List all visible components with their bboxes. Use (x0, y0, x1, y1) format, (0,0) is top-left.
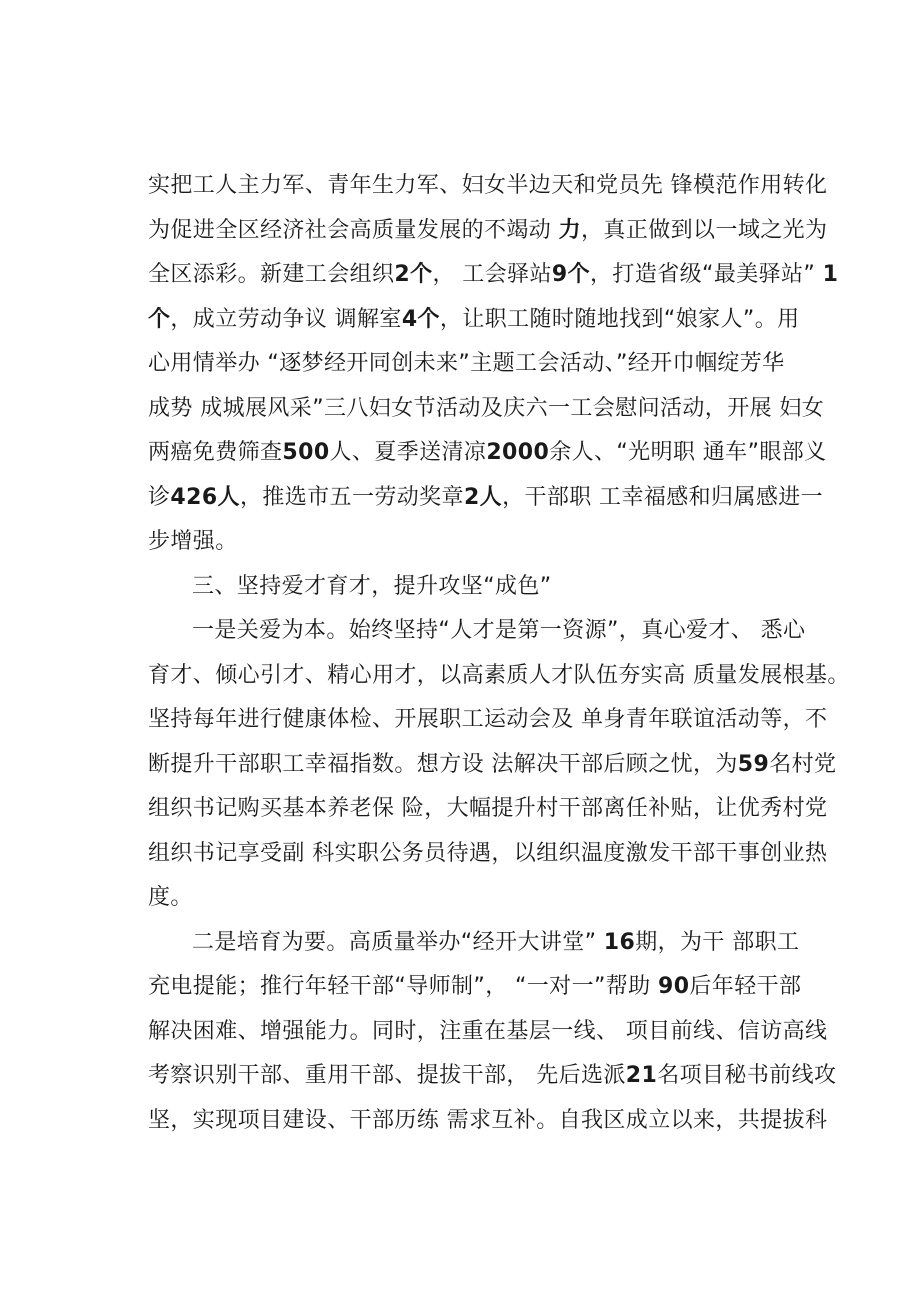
bold-text: 2人 (463, 484, 503, 510)
text-line (148, 342, 804, 387)
text-line (148, 476, 824, 521)
text-run: 全区添彩。新建工会组织 (148, 262, 395, 287)
text-run: 组织书记享受副 科实职公务员待遇，以组织温度激发干部干事创业热 (148, 840, 828, 866)
text-line (148, 743, 837, 788)
text-run: 步增强。 (148, 529, 238, 554)
text-run: 实把工人主力军、青年生力军、妇女半边天和党员先 锋模范作用转化 (148, 173, 828, 198)
text-run: 成势 成城展风采”三八妇女节活动及庆六一工会慰问活动，开展 妇女 (148, 395, 825, 421)
text-run: ，真正做到以一域之光为 (581, 217, 828, 243)
bold-text: 2000 (486, 440, 550, 465)
text-line (148, 876, 804, 921)
text-line (148, 1099, 828, 1144)
text-run: 人、夏季送清凉 (329, 440, 487, 465)
text-line (148, 520, 804, 565)
text-run: 余人、“光明职 通车”眼部义 (549, 440, 827, 465)
text-run: ，让职工随时随地找到“娘家人”。用 (439, 306, 800, 332)
text-line (148, 787, 828, 832)
text-run: 名项目秘书前线攻 (657, 1063, 837, 1088)
text-line (148, 1054, 837, 1099)
text-run: ，成立劳动争议 调解室 (170, 306, 402, 332)
bold-text: 500 (282, 440, 330, 465)
text-run: 坚，实现项目建设、干部历练 需求互补。自我区成立以来，共提拔科 (148, 1107, 828, 1133)
document-body (148, 164, 850, 1143)
text-run: 期，为干 部职工 (635, 929, 800, 955)
text-line (148, 965, 804, 1010)
text-line (148, 565, 804, 610)
bold-text: 16 (603, 929, 636, 955)
text-run: 一是关爱为本。始终坚持“人才是第一资源”，真心爱才、 悉心 (192, 618, 806, 643)
text-run: 断提升干部职工幸福指数。想方设 法解决干部后顾之忧，为 (148, 751, 738, 777)
bold-text: 1 (822, 262, 839, 287)
text-run: ，干部职 工幸福感和归属感进一 (502, 484, 824, 510)
text-run: 名村党 (769, 751, 837, 777)
text-run: 心用情举办 “逐梦经开同创未来”主题工会活动、”经开巾帼绽芳华 (148, 351, 785, 376)
text-run: 三、坚持爱才育才，提升攻坚“成色” (192, 573, 552, 599)
text-run: ，推选市五一劳动奖章 (239, 484, 464, 510)
bold-text: 90 (657, 974, 690, 999)
text-run: 充电提能；推行年轻干部“导师制”， “一对一”帮助 (148, 974, 658, 999)
text-run: 诊 (148, 484, 171, 510)
bold-text: 59 (737, 751, 770, 777)
text-run: 后年轻干部 (689, 974, 802, 999)
text-line (148, 1010, 828, 1055)
text-run: 组织书记购买基本养老保 险，大幅提升村干部离任补贴，让优秀村党 (148, 796, 828, 821)
text-line (148, 253, 839, 298)
text-run: 育才、倾心引才、精心用才，以高素质人才队伍夯实高 质量发展根基。 (148, 662, 850, 688)
text-run: 解决困难、增强能力。同时，注重在基层一线、 项目前线、信访高线 (148, 1018, 828, 1044)
text-line (148, 431, 827, 476)
text-line (148, 209, 828, 254)
text-run: ，打造省级“最美驿站” (590, 262, 823, 287)
text-line (148, 654, 850, 699)
text-line (148, 164, 828, 209)
text-line (148, 387, 825, 432)
text-run: 两癌免费筛查 (148, 440, 283, 465)
text-line (148, 298, 804, 343)
text-run: ， 工会驿站 (432, 262, 552, 287)
bold-text: 力 (558, 217, 582, 243)
text-line (148, 921, 804, 966)
text-line (148, 832, 828, 877)
text-line (148, 698, 828, 743)
bold-text: 426人 (170, 484, 240, 510)
text-run: 为促进全区经济社会高质量发展的不竭动 (148, 217, 559, 243)
bold-text: 4个 (401, 306, 440, 332)
text-run: 坚持每年进行健康体检、开展职工运动会及 单身青年联谊活动等，不 (148, 707, 828, 732)
text-run: 二是培育为要。高质量举办“经开大讲堂” (192, 929, 604, 955)
bold-text: 21 (625, 1063, 658, 1088)
bold-text: 个 (148, 306, 171, 332)
text-run: 度。 (148, 885, 193, 910)
bold-text: 2个 (394, 262, 433, 287)
text-line (148, 609, 804, 654)
bold-text: 9个 (551, 262, 591, 287)
text-run: 考察识别干部、重用干部、提拔干部， 先后选派 (148, 1063, 626, 1088)
